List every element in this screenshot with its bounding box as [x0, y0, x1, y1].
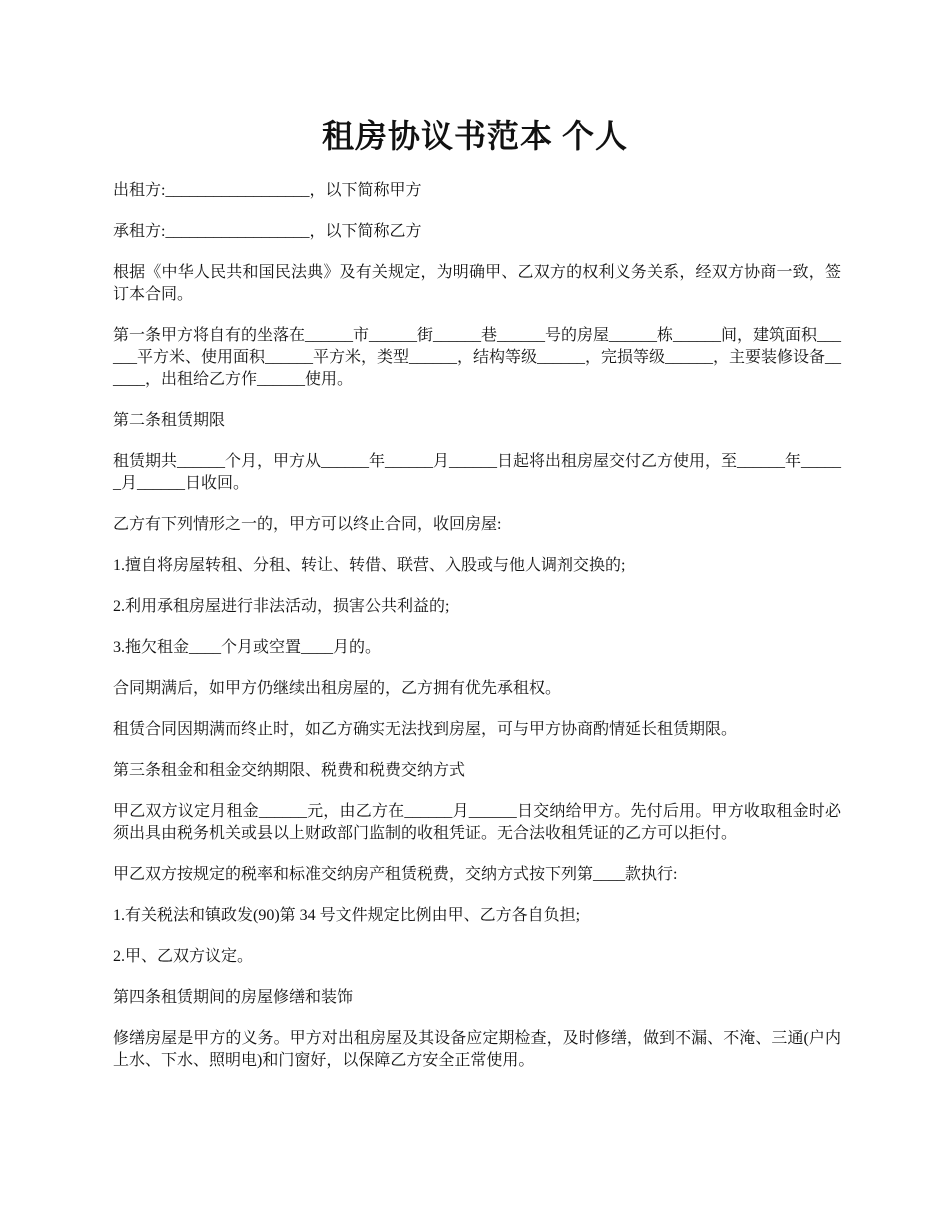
party-a-line: 出租方:__________________，以下简称甲方	[113, 182, 422, 199]
extension-paragraph: 租赁合同因期满而终止时，如乙方确实无法找到房屋，可与甲方协商酌情延长租赁期限。	[113, 721, 738, 738]
article-3-heading: 第三条租金和租金交纳期限、税费和税费交纳方式	[113, 762, 466, 779]
article-4-heading: 第四条租赁期间的房屋修缮和装饰	[113, 989, 354, 1006]
repair-paragraph: 修缮房屋是甲方的义务。甲方对出租房屋及其设备应定期检查，及时修缮，做到不漏、不淹、三通(户内上水、下水、照明电)和门窗好，以保障乙方安全正常使用。	[113, 1030, 841, 1069]
preamble-paragraph: 根据《中华人民共和国民法典》及有关规定，为明确甲、乙双方的权利义务关系，经双方协商一致，签订本合同。	[113, 264, 841, 303]
priority-renewal-paragraph: 合同期满后，如甲方仍继续出租房屋的，乙方拥有优先承租权。	[113, 680, 562, 697]
rent-payment-paragraph: 甲乙双方议定月租金______元，由乙方在______月______日交纳给甲方。先付后用。甲方收取租金时必须出具由税务机关或县以上财政部门监制的收租凭证。无合法收租凭证的乙方可以拒付。	[113, 803, 841, 842]
article-2-heading: 第二条租赁期限	[113, 412, 226, 429]
tax-item-1: 1.有关税法和镇政发(90)第 34 号文件规定比例由甲、乙方各自负担;	[113, 907, 581, 924]
article-1-paragraph: 第一条甲方将自有的坐落在______市______街______巷______号的房屋______栋______间，建筑面积______平方米、使用面积______平方米，类型______，结构等级______，完损等级______，主要装修设备______，出租给乙方作______使用。	[113, 327, 842, 388]
lease-term-paragraph: 租赁期共______个月，甲方从______年______月______日起将出租房屋交付乙方使用，至______年______月______日收回。	[113, 453, 842, 492]
termination-item-2: 2.利用承租房屋进行非法活动，损害公共利益的;	[113, 598, 450, 615]
termination-intro-paragraph: 乙方有下列情形之一的，甲方可以终止合同，收回房屋:	[113, 516, 502, 533]
termination-item-1: 1.擅自将房屋转租、分租、转让、转借、联营、入股或与他人调剂交换的;	[113, 557, 626, 574]
tax-item-2: 2.甲、乙双方议定。	[113, 948, 254, 965]
document-body	[113, 180, 841, 1091]
termination-item-3: 3.拖欠租金____个月或空置____月的。	[113, 639, 382, 656]
document-title: 租房协议书范本 个人	[321, 118, 628, 154]
party-b-line: 承租方:__________________，以下简称乙方	[113, 223, 422, 240]
tax-paragraph: 甲乙双方按规定的税率和标准交纳房产租赁税费，交纳方式按下列第____款执行:	[113, 866, 678, 883]
